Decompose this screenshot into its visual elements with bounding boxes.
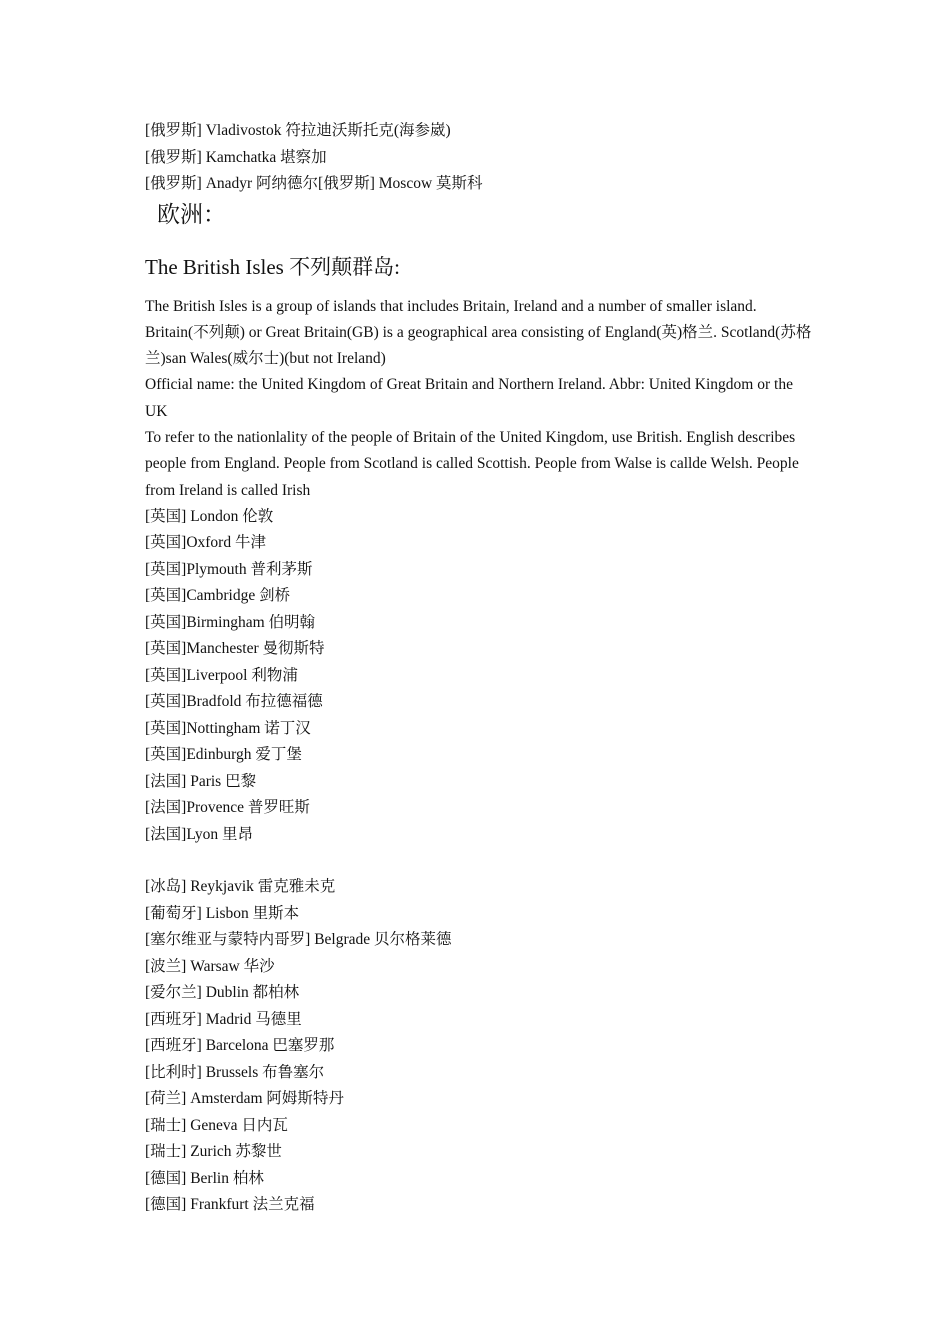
paragraph: Official name: the United Kingdom of Great Britain and Northern Ireland. Abbr: United Kingdom or the UK (145, 376, 793, 420)
text-line: [俄罗斯] Kamchatka 堪察加 (145, 148, 327, 166)
list-item: [法国]Lyon 里昂 (145, 825, 254, 843)
list-item: [德国] Frankfurt 法兰克福 (145, 1196, 315, 1214)
blank-line (145, 848, 815, 874)
list-item: [英国]Bradfold 布拉德福德 (145, 693, 323, 711)
list-item: [英国]Edinburgh 爱丁堡 (145, 746, 302, 764)
list-item: [法国] Paris 巴黎 (145, 772, 257, 790)
list-item: [瑞士] Zurich 苏黎世 (145, 1143, 282, 1161)
list-item: [冰岛] Reykjavik 雷克雅未克 (145, 878, 336, 896)
list-item: [英国]Birmingham 伯明翰 (145, 613, 316, 631)
text-line: [俄罗斯] Vladivostok 符拉迪沃斯托克(海参崴) (145, 122, 451, 139)
list-item: [英国]Liverpool 利物浦 (145, 666, 298, 684)
paragraph: The British Isles is a group of islands that includes Britain, Ireland and a number of smaller island. Britain(不列颠) or Great Britain(GB) is a geographical area consisting of England(英)格兰. Scotland(苏格兰)san Wales(威尔士)(but not Ireland) (145, 297, 812, 368)
list-item: [塞尔维亚与蒙特内哥罗] Belgrade 贝尔格莱德 (145, 931, 452, 949)
list-item: [比利时] Brussels 布鲁塞尔 (145, 1063, 325, 1081)
list-item: [德国] Berlin 柏林 (145, 1169, 264, 1187)
document-page (145, 118, 815, 1219)
list-item: [爱尔兰] Dublin 都柏林 (145, 984, 300, 1002)
list-item: [英国]Manchester 曼彻斯特 (145, 640, 325, 658)
list-item: [英国]Cambridge 剑桥 (145, 587, 291, 605)
list-item: [英国]Oxford 牛津 (145, 534, 266, 552)
list-item: [法国]Provence 普罗旺斯 (145, 799, 310, 817)
section-heading: 欧洲： (157, 201, 226, 227)
city-list (145, 874, 815, 1219)
list-item: [英国] London 伦敦 (145, 507, 274, 525)
list-item: [葡萄牙] Lisbon 里斯本 (145, 904, 300, 922)
subheading: The British Isles 不列颠群岛: (145, 254, 400, 279)
paragraph: To refer to the nationlality of the people of Britain of the United Kingdom, use British. English describes people from England. People from Scotland is called Scottish. People from Walse is callde Welsh. People from Ireland is called Irish (145, 428, 799, 499)
list-item: [荷兰] Amsterdam 阿姆斯特丹 (145, 1090, 344, 1108)
list-item: [西班牙] Barcelona 巴塞罗那 (145, 1037, 335, 1055)
text-line: [俄罗斯] Anadyr 阿纳德尔[俄罗斯] Moscow 莫斯科 (145, 175, 483, 192)
list-item: [波兰] Warsaw 华沙 (145, 957, 275, 975)
city-list (145, 504, 815, 849)
list-item: [瑞士] Geneva 日内瓦 (145, 1116, 288, 1134)
list-item: [西班牙] Madrid 马德里 (145, 1010, 302, 1028)
list-item: [英国]Plymouth 普利茅斯 (145, 560, 313, 578)
list-item: [英国]Nottingham 诺丁汉 (145, 719, 311, 737)
